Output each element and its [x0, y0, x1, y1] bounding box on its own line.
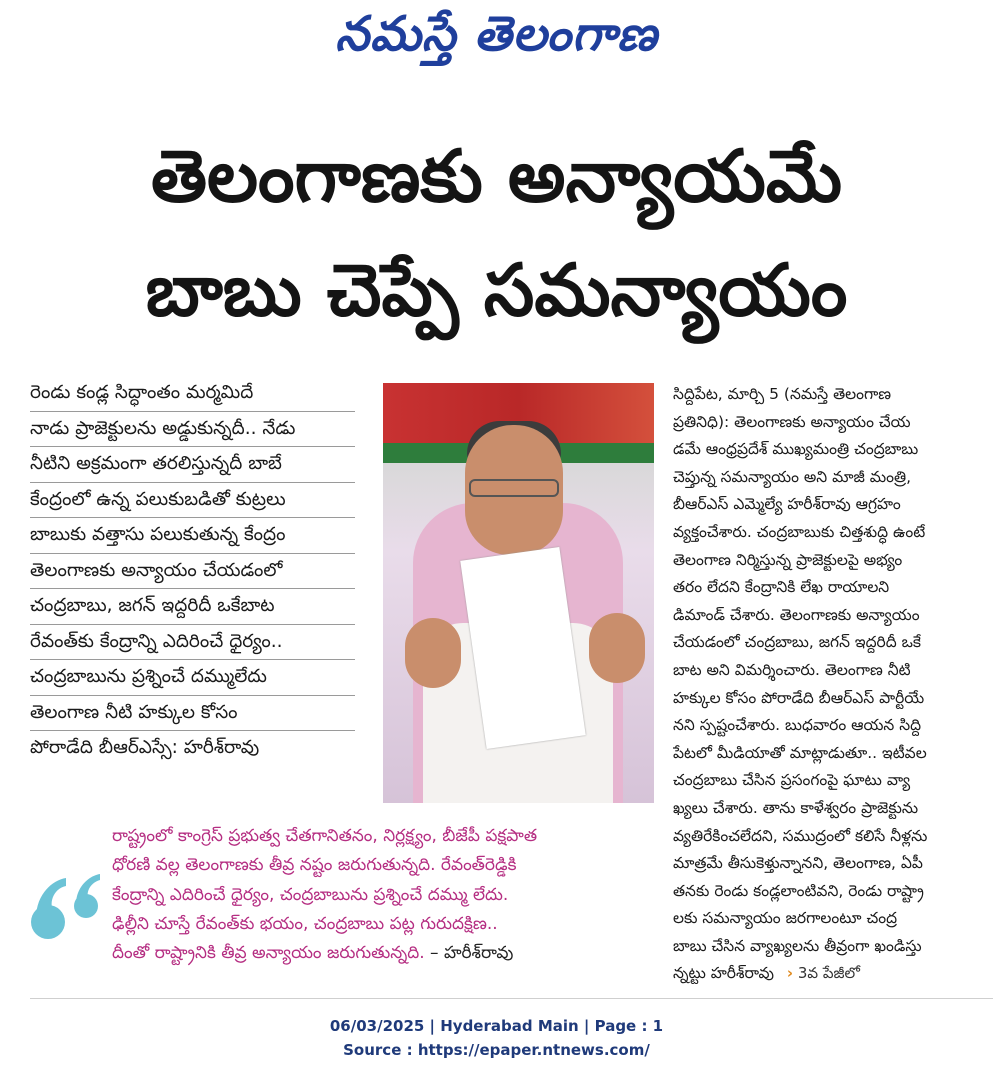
- quote-line: రాష్ట్రంలో కాంగ్రెస్ ప్రభుత్వ చేతగానితనం, నిర్లక్ష్యం, బీజేపీ పక్షపాత: [112, 826, 538, 846]
- highlight-line: తెలంగాణ నీటి హక్కుల కోసం: [30, 696, 355, 732]
- article-line: చెప్తున్న సమన్యాయం అని మాజీ మంత్రి,: [673, 467, 912, 486]
- continued-label: 3వ పేజీలో: [797, 964, 860, 983]
- quote-line: దీంతో రాష్ట్రానికి తీవ్ర అన్యాయం జరుగుతున్నది.: [112, 943, 425, 964]
- quote-line: ధోరణి వల్ల తెలంగాణకు తీవ్ర నష్టం జరుగుతున్నది. రేవంత్‌రెడ్డికి: [112, 855, 517, 876]
- article-line: నని స్పష్టంచేశారు. బుధవారం ఆయన సిద్ది: [673, 716, 922, 735]
- highlight-line: చంద్రబాబు, జగన్ ఇద్దరిదీ ఒకేబాట: [30, 589, 355, 625]
- highlight-line: రేవంత్‌కు కేంద్రాన్ని ఎదిరించే ధైర్యం..: [30, 625, 355, 661]
- article-line: డమే ఆంధ్రప్రదేశ్ ముఖ్యమంత్రి చంద్రబాబు: [673, 440, 919, 459]
- quote-attribution: – హరీశ్‌రావు: [430, 943, 514, 964]
- photo-right-hand: [589, 613, 645, 683]
- article-line: తెలంగాణ నిర్మిస్తున్న ప్రాజెక్టులపై అభ్యం: [673, 550, 903, 569]
- quote-last-line: [112, 939, 657, 968]
- highlight-line: పోరాడేది బీఆర్‌ఎస్సే: హరీశ్‌రావు: [30, 737, 260, 758]
- highlight-line: చంద్రబాబును ప్రశ్నించే దమ్ములేదు: [30, 660, 355, 696]
- article-line: ప్రతినిధి): తెలంగాణకు అన్యాయం చేయ: [673, 412, 911, 431]
- highlight-line: బాబుకు వత్తాసు పలుకుతున్న కేంద్రం: [30, 518, 355, 554]
- article-line: హక్కుల కోసం పోరాడేది బీఆర్‌ఎస్ పార్టీయే: [673, 688, 925, 707]
- article-line: ఖ్యలు చేశారు. తాను కాళేశ్వరం ప్రాజెక్టును: [673, 798, 919, 817]
- article-body: [673, 381, 985, 988]
- article-line: డిమాండ్ చేశారు. తెలంగాణకు అన్యాయం: [673, 605, 920, 624]
- masthead-title: నమస్తే తెలంగాణ: [335, 6, 658, 62]
- footer-divider: [30, 998, 993, 999]
- masthead: [0, 0, 993, 80]
- highlights-column: [30, 376, 355, 766]
- headline-line-1: తెలంగాణకు అన్యాయమే: [150, 134, 843, 218]
- highlight-line: నాడు ప్రాజెక్టులను అడ్డుకున్నదీ.. నేడు: [30, 412, 355, 448]
- article-line: చేయడంలో చంద్రబాబు, జగన్ ఇద్దరిదీ ఒకే: [673, 633, 922, 652]
- article-line: పేటలో మీడియాతో మాట్లాడుతూ.. ఇటీవల: [673, 743, 927, 762]
- continued-link[interactable]: [787, 960, 860, 988]
- article-line: బీఆర్‌ఎస్ ఎమ్మెల్యే హరీశ్‌రావు ఆగ్రహం: [673, 495, 901, 514]
- highlight-line: రెండు కండ్ల సిద్ధాంతం మర్మమిదే: [30, 376, 355, 412]
- highlight-line: తెలంగాణకు అన్యాయం చేయడంలో: [30, 554, 355, 590]
- photo-person-glasses: [469, 479, 559, 497]
- quote-line: కేంద్రాన్ని ఎదిరించే ధైర్యం, చంద్రబాబును ప్రశ్నించే దమ్ము లేదు.: [112, 884, 509, 905]
- article-line: బాట అని విమర్శించారు. తెలంగాణ నీటి: [673, 660, 911, 679]
- article-last-line: [673, 960, 985, 988]
- article-line: లకు సమన్యాయం జరగాలంటూ చంద్ర: [673, 909, 898, 928]
- pull-quote: [30, 822, 655, 982]
- article-line: తనకు రెండు కండ్లలాంటివని, రెండు రాష్ట్రా: [673, 881, 924, 900]
- highlight-line: నీటిని అక్రమంగా తరలిస్తున్నదీ బాబే: [30, 447, 355, 483]
- quote-line: ఢిల్లీని చూస్తే రేవంత్‌కు భయం, చంద్రబాబు పట్ల గురుదక్షిణ..: [112, 913, 498, 934]
- article-line: చంద్రబాబు చేసిన ప్రసంగంపై ఘాటు వ్యా: [673, 771, 911, 790]
- chevron-right-icon: ›: [786, 964, 794, 983]
- quote-mark-icon: [30, 860, 108, 942]
- photo-left-hand: [405, 618, 461, 688]
- quote-text: [112, 822, 657, 968]
- article-line: వ్యక్తంచేశారు. చంద్రబాబుకు చిత్తశుద్ధి ఉంటే: [673, 522, 926, 541]
- headline-line-2: బాబు చెప్పే సమన్యాయం: [145, 248, 848, 332]
- article-line: సిద్దిపేట, మార్చి 5 (నమస్తే తెలంగాణ: [673, 385, 892, 403]
- highlight-line: కేంద్రంలో ఉన్న పలుకుబడితో కుట్రలు: [30, 483, 355, 519]
- article-line: తరం లేదని కేంద్రానికి లేఖ రాయాలని: [673, 578, 890, 597]
- footer-source[interactable]: Source : https://epaper.ntnews.com/: [343, 1041, 650, 1059]
- article-line: వ్యతిరేకించలేదని, సముద్రంలో కలిసే నీళ్లను: [673, 826, 928, 845]
- article-line: బాబు చేసిన వ్యాఖ్యలను తీవ్రంగా ఖండిస్తు: [673, 936, 922, 955]
- news-photo: [383, 383, 654, 803]
- article-line: మాత్రమే తీసుకెళ్తున్నానని, తెలంగాణ, ఏపీ: [673, 854, 923, 873]
- article-line: న్నట్టు హరీశ్‌రావు: [673, 964, 774, 983]
- footer-edition-info: 06/03/2025 | Hyderabad Main | Page : 1: [329, 1017, 664, 1035]
